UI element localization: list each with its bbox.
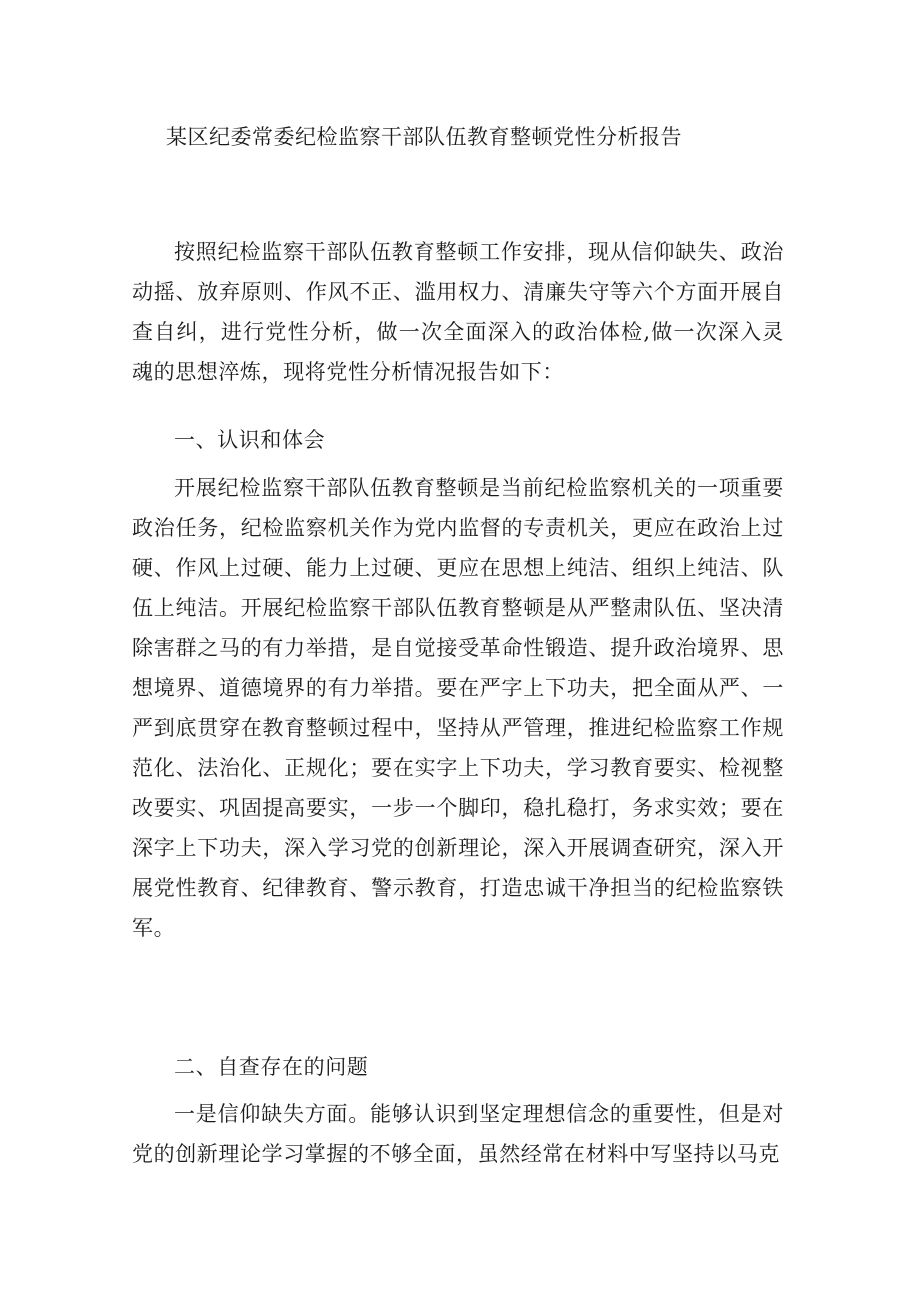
section-heading-1: 一、认识和体会 bbox=[174, 428, 326, 452]
section-1-paragraph: 开展纪检监察干部队伍教育整顿是当前纪检监察机关的一项重要政治任务，纪检监察机关作为党内监督的专责机关，更应在政治上过硬、作风上过硬、能力上过硬、更应在思想上纯洁、组织上纯洁、队伍上纯洁。开展纪检监察干部队伍教育整顿是从严整肃队伍、坚决清除害群之马的有力举措，是自觉接受革命性锻造、提升政治境界、思想境界、道德境界的有力举措。要在严字上下功夫，把全面从严、一严到底贯穿在教育整顿过程中，坚持从严管理，推进纪检监察工作规范化、法治化、正规化；要在实字上下功夫，学习教育要实、检视整改要实、巩固提高要实，一步一个脚印，稳扎稳打，务求实效；要在深字上下功夫，深入学习党的创新理论，深入开展调查研究，深入开展党性教育、纪律教育、警示教育，打造忠诚干净担当的纪检监察铁军。 bbox=[132, 476, 784, 940]
section-heading-2: 二、自查存在的问题 bbox=[174, 1055, 369, 1079]
intro-paragraph: 按照纪检监察干部队伍教育整顿工作安排，现从信仰缺失、政治动摇、放弃原则、作风不正、滥用权力、清廉失守等六个方面开展自查自纠，进行党性分析，做一次全面深入的政治体检,做一次深入灵魂的思想淬炼，现将党性分析情况报告如下： bbox=[132, 240, 784, 384]
section-2-paragraph: 一是信仰缺失方面。能够认识到坚定理想信念的重要性，但是对党的创新理论学习掌握的不够全面，虽然经常在材料中写坚持以马克 bbox=[132, 1102, 784, 1166]
document-title: 某区纪委常委纪检监察干部队伍教育整顿党性分析报告 bbox=[166, 125, 682, 149]
